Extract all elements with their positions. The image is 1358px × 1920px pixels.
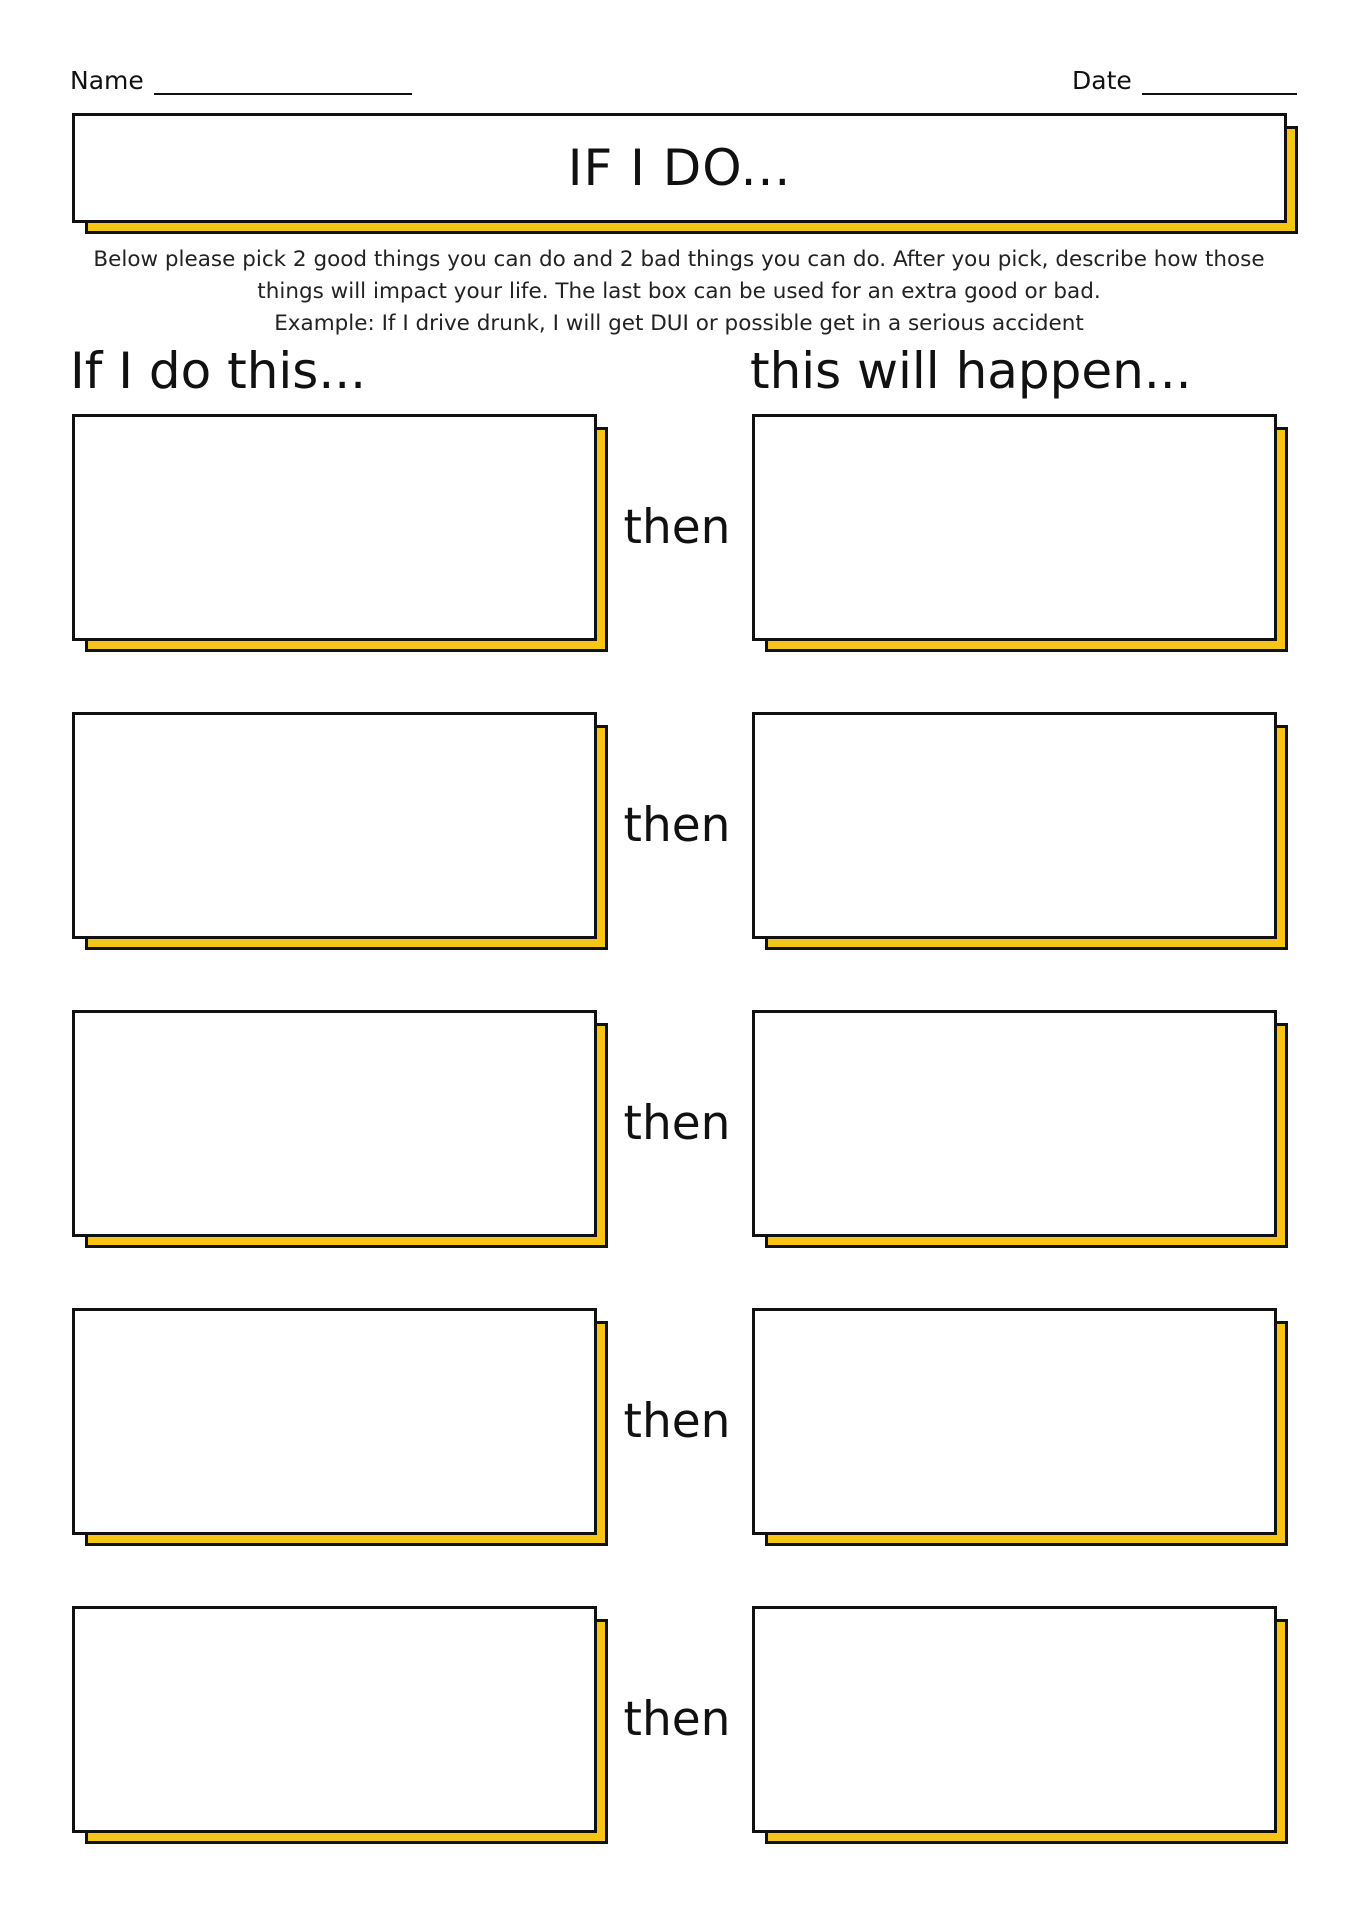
then-label: then — [623, 1394, 731, 1449]
action-box-5[interactable] — [72, 1606, 597, 1833]
consequence-box-5[interactable] — [752, 1606, 1277, 1833]
instructions — [66, 244, 1292, 340]
action-box-3[interactable] — [72, 1010, 597, 1237]
action-box-4[interactable] — [72, 1308, 597, 1535]
consequence-box-3[interactable] — [752, 1010, 1277, 1237]
date-label: Date — [1072, 66, 1132, 95]
left-column-heading: If I do this... — [70, 342, 367, 400]
instructions-example: Example: If I drive drunk, I will get DUI or possible get in a serious accident — [274, 311, 1084, 336]
title-banner — [72, 113, 1287, 223]
page-title: IF I DO... — [567, 139, 792, 197]
then-label: then — [623, 798, 731, 853]
consequence-box-4[interactable] — [752, 1308, 1277, 1535]
then-label: then — [623, 1096, 731, 1151]
consequence-box-1[interactable] — [752, 414, 1277, 641]
then-label: then — [623, 1692, 731, 1747]
consequence-box-2[interactable] — [752, 712, 1277, 939]
then-label: then — [623, 500, 731, 555]
date-field[interactable] — [1072, 66, 1297, 95]
name-blank-line[interactable] — [154, 69, 412, 95]
right-column-heading: this will happen... — [750, 342, 1192, 400]
date-blank-line[interactable] — [1142, 69, 1297, 95]
action-box-2[interactable] — [72, 712, 597, 939]
action-box-1[interactable] — [72, 414, 597, 641]
name-label: Name — [70, 66, 144, 95]
name-field[interactable] — [70, 66, 412, 95]
instructions-text: Below please pick 2 good things you can do and 2 bad things you can do. After you pick, describe how those things will impact your life. The last box can be used for an extra good or bad. — [93, 247, 1265, 304]
